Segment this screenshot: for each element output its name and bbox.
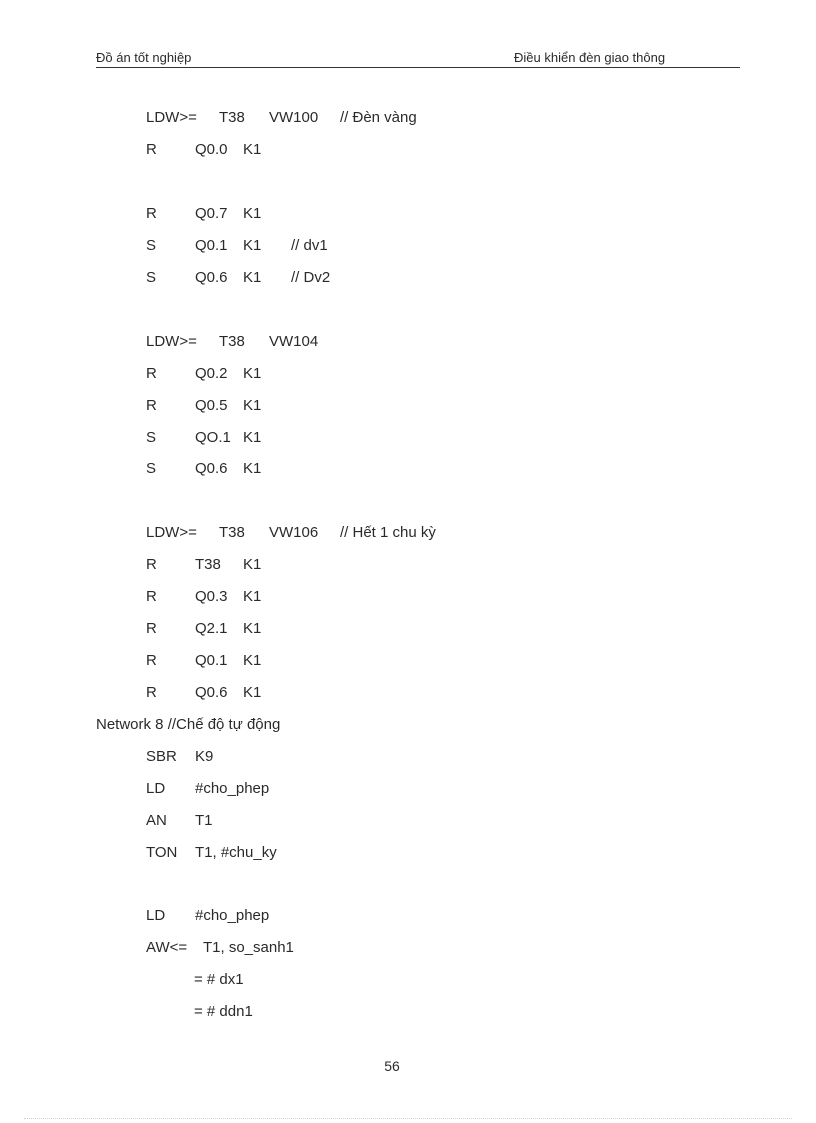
- code-comment: // dv1: [291, 237, 328, 254]
- code-token: #cho_phep: [195, 907, 270, 924]
- code-line: [146, 555, 262, 575]
- code-line: [146, 332, 319, 352]
- code-line: [146, 843, 277, 863]
- code-token: AW<=: [146, 939, 188, 956]
- code-token: AN: [146, 812, 167, 829]
- code-token: Q0.6: [195, 460, 228, 477]
- code-token: K9: [195, 748, 214, 765]
- code-token: R: [146, 205, 157, 222]
- code-token: VW106: [269, 524, 319, 541]
- code-token: T1: [195, 812, 213, 829]
- code-line: [146, 906, 270, 926]
- code-token: Q0.6: [195, 684, 228, 701]
- code-token: K1: [243, 556, 262, 573]
- code-token: K1: [243, 141, 262, 158]
- code-line: [146, 938, 294, 958]
- code-token: VW100: [269, 109, 319, 126]
- code-token: K1: [243, 684, 262, 701]
- code-token: S: [146, 429, 157, 446]
- code-token: LD: [146, 780, 166, 797]
- code-comment: // Hết 1 chu kỳ: [340, 524, 436, 541]
- code-line: [146, 651, 262, 671]
- code-token: T38: [195, 556, 221, 573]
- code-token: LD: [146, 907, 166, 924]
- code-line: [146, 459, 262, 479]
- code-token: QO.1: [195, 429, 231, 446]
- code-token: S: [146, 460, 157, 477]
- code-token: Q0.6: [195, 269, 228, 286]
- code-token: R: [146, 588, 157, 605]
- code-token: K1: [243, 429, 262, 446]
- network-heading: [96, 715, 281, 735]
- code-line: [146, 523, 436, 543]
- code-token: T38: [219, 109, 245, 126]
- code-line: [146, 683, 262, 703]
- code-comment: // Đèn vàng: [340, 109, 417, 126]
- code-token: Q0.1: [195, 237, 228, 254]
- code-token: K1: [243, 205, 262, 222]
- code-token: T38: [219, 333, 245, 350]
- code-token: Q0.3: [195, 588, 228, 605]
- code-token: Q0.1: [195, 652, 228, 669]
- code-line: [146, 428, 262, 448]
- code-token: LDW>=: [146, 109, 197, 126]
- code-line: [146, 811, 213, 831]
- footer-divider: [24, 1118, 792, 1119]
- code-line: [146, 108, 417, 128]
- code-token: = # dx1: [194, 971, 244, 988]
- code-token: = # ddn1: [194, 1003, 253, 1020]
- code-token: TON: [146, 844, 178, 861]
- code-token: K1: [243, 237, 262, 254]
- code-token: R: [146, 365, 157, 382]
- code-line: [194, 970, 244, 990]
- code-line: [146, 779, 270, 799]
- page-number: 56: [384, 1058, 400, 1074]
- code-token: S: [146, 269, 157, 286]
- code-token: K1: [243, 397, 262, 414]
- code-token: K1: [243, 365, 262, 382]
- code-token: #cho_phep: [195, 780, 270, 797]
- code-token: SBR: [146, 748, 177, 765]
- code-token: Q0.0: [195, 141, 228, 158]
- code-token: R: [146, 397, 157, 414]
- code-token: R: [146, 141, 157, 158]
- code-token: K1: [243, 588, 262, 605]
- code-comment: // Dv2: [291, 269, 331, 286]
- code-token: T1, so_sanh1: [203, 939, 294, 956]
- code-token: Q0.5: [195, 397, 228, 414]
- code-line: [146, 619, 262, 639]
- code-line: [146, 396, 262, 416]
- code-token: K1: [243, 652, 262, 669]
- code-line: [146, 587, 262, 607]
- code-line: [146, 204, 262, 224]
- code-line: [146, 140, 262, 160]
- code-token: Q0.2: [195, 365, 228, 382]
- header-left-text: Đồ án tốt nghiệp: [96, 50, 192, 65]
- code-line: [146, 268, 331, 288]
- code-token: R: [146, 620, 157, 637]
- code-line: [146, 236, 328, 256]
- code-token: LDW>=: [146, 333, 197, 350]
- code-token: R: [146, 684, 157, 701]
- code-token: R: [146, 556, 157, 573]
- page-header: [96, 48, 740, 68]
- code-line: [146, 747, 214, 767]
- code-token: K1: [243, 460, 262, 477]
- code-token: K1: [243, 620, 262, 637]
- code-token: Q0.7: [195, 205, 228, 222]
- code-token: R: [146, 652, 157, 669]
- code-token: K1: [243, 269, 262, 286]
- network-label: Network 8 //Chế độ tự động: [96, 716, 281, 733]
- code-line: [146, 364, 262, 384]
- code-token: LDW>=: [146, 524, 197, 541]
- code-token: VW104: [269, 333, 319, 350]
- code-token: Q2.1: [195, 620, 228, 637]
- code-token: S: [146, 237, 157, 254]
- header-right-text: Điều khiển đèn giao thông: [514, 50, 666, 65]
- code-token: T1, #chu_ky: [195, 844, 277, 861]
- code-line: [194, 1002, 253, 1022]
- code-token: T38: [219, 524, 245, 541]
